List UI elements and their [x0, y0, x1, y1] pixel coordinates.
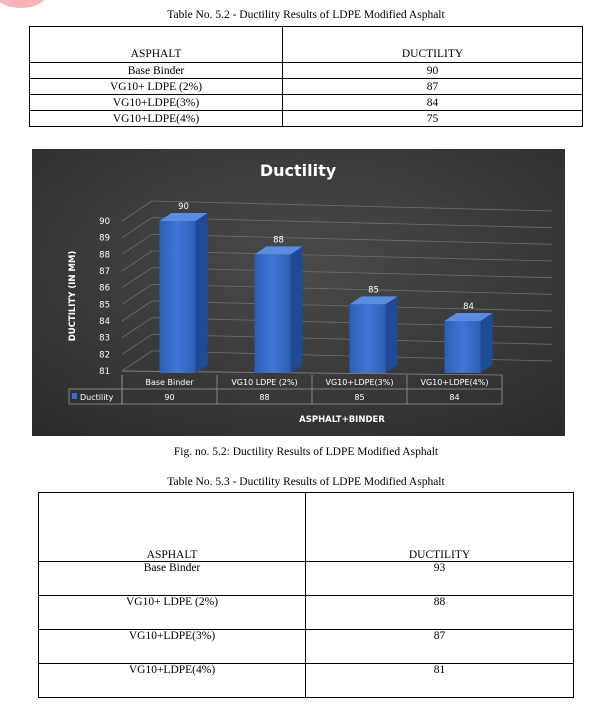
data-table-value: 85 — [354, 393, 365, 402]
corner-mark — [0, 0, 46, 8]
figure-caption: Fig. no. 5.2: Ductility Results of LDPE Modified Asphalt — [173, 446, 439, 458]
bar-data-label: 85 — [368, 285, 379, 296]
table1-cell-ductility: 90 — [283, 63, 583, 79]
table-row — [30, 111, 583, 127]
table-row — [30, 95, 583, 111]
table1-header-ductility: DUCTILITY — [283, 27, 583, 63]
bar — [160, 221, 196, 373]
table2-cell-ductility: 88 — [306, 596, 574, 630]
y-tick-label: 88 — [99, 250, 110, 261]
y-tick-label: 85 — [99, 300, 110, 311]
table1-cell-ductility: 87 — [283, 79, 583, 95]
bar — [255, 254, 291, 373]
bar-data-label: 84 — [463, 302, 474, 312]
y-tick-label: 84 — [99, 317, 110, 327]
x-category-label: VG10+LDPE(3%) — [325, 378, 394, 387]
bar-side — [386, 296, 398, 373]
x-category-label: VG10+LDPE(4%) — [420, 378, 489, 387]
table2-header-ductility: DUCTILITY — [306, 493, 574, 562]
data-table-value: 88 — [259, 393, 270, 402]
y-tick-label: 83 — [99, 333, 110, 344]
table-row — [39, 596, 574, 630]
table1-cell-ductility: 75 — [283, 111, 583, 127]
table1-caption: Table No. 5.2 - Ductility Results of LDPE Modified Asphalt — [167, 9, 445, 21]
bar — [350, 304, 386, 373]
data-table-value: 84 — [449, 393, 460, 402]
table-row — [39, 664, 574, 698]
y-tick-label: 82 — [99, 350, 110, 361]
table1-cell-asphalt: VG10+LDPE(4%) — [30, 111, 283, 127]
table2-cell-asphalt: VG10+LDPE(3%) — [39, 630, 306, 664]
table1-cell-ductility: 84 — [283, 95, 583, 111]
table1 — [29, 26, 583, 127]
table1-cell-asphalt: VG10+ LDPE (2%) — [30, 79, 283, 95]
x-category-label: Base Binder — [145, 378, 194, 387]
table2-header-asphalt: ASPHALT — [39, 493, 306, 562]
y-tick-label: 81 — [99, 367, 110, 377]
table2-caption: Table No. 5.3 - Ductility Results of LDPE Modified Asphalt — [167, 476, 445, 488]
table-row — [39, 562, 574, 596]
table1-header-row — [30, 27, 583, 63]
bar-side — [481, 313, 493, 373]
table1-cell-asphalt: VG10+LDPE(3%) — [30, 95, 283, 111]
legend-label: Ductility — [80, 393, 114, 402]
legend-swatch — [72, 393, 77, 399]
data-table-value: 90 — [164, 393, 175, 402]
table1-header-asphalt: ASPHALT — [30, 27, 283, 63]
ductility-chart-svg — [32, 149, 565, 436]
chart-x-axis-label: ASPHALT+BINDER — [299, 415, 385, 425]
x-category-label: VG10 LDPE (2%) — [231, 378, 298, 387]
table-row — [39, 630, 574, 664]
y-tick-label: 90 — [99, 217, 110, 227]
bar — [445, 321, 481, 373]
chart-y-axis-label: DUCTILITY (IN MM) — [68, 250, 78, 342]
table2-cell-ductility: 87 — [306, 630, 574, 664]
table-row — [30, 63, 583, 79]
table-row — [30, 79, 583, 95]
y-tick-label: 86 — [99, 283, 110, 294]
table2 — [38, 492, 574, 698]
table2-cell-asphalt: Base Binder — [39, 562, 306, 596]
table2-cell-ductility: 93 — [306, 562, 574, 596]
table2-cell-asphalt: VG10+ LDPE (2%) — [39, 596, 306, 630]
bar-side — [291, 246, 303, 373]
table2-cell-asphalt: VG10+LDPE(4%) — [39, 664, 306, 698]
table2-cell-ductility: 81 — [306, 664, 574, 698]
ductility-chart — [32, 149, 565, 436]
chart-title: Ductility — [259, 161, 337, 180]
bar-data-label: 88 — [273, 235, 284, 246]
bar-side — [196, 213, 208, 373]
y-tick-label: 87 — [99, 267, 110, 277]
y-tick-label: 89 — [99, 233, 110, 244]
bar-data-label: 90 — [178, 202, 189, 212]
table2-header-row — [39, 493, 574, 562]
table1-cell-asphalt: Base Binder — [30, 63, 283, 79]
